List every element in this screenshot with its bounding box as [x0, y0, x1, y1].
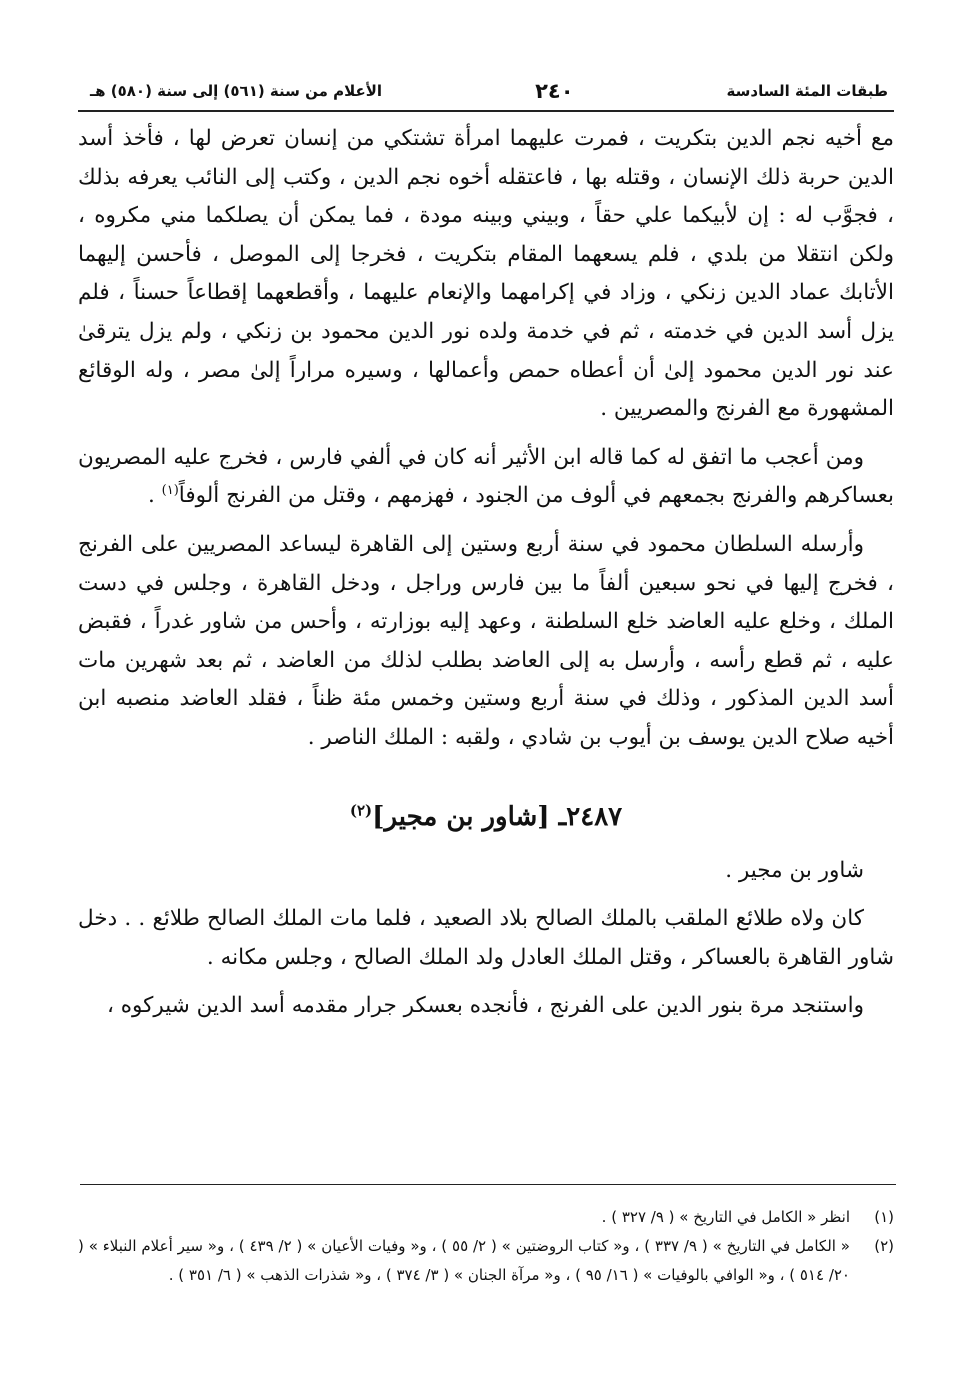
footnote-text: انظر « الكامل في التاريخ » ( ٩/ ٣٢٧ ) . — [601, 1208, 850, 1226]
footnote-ref-2[interactable]: (٢) — [349, 800, 373, 819]
footnote-text: « الكامل في التاريخ » ( ٩/ ٣٣٧ ) ، و« كتاب الروضتين » ( ٢/ ٥٥ ) ، و« وفيات الأعيان » ( ٢/ ٤٣٩ ) ، و« سير أعلام النبلاء » ( ٢٠/ ٥١٤ ) ، و« الوافي بالوفيات » ( ١٦/ ٩٥ ) ، و« مرآة الجنان » ( ٣/ ٣٧٤ ) ، و« شذرات الذهب » ( ٦/ ٣٥١ ) . — [78, 1237, 850, 1284]
paragraph-ibn-athir — [78, 439, 894, 516]
book-title: طبقات المئة السادسة — [726, 82, 888, 100]
section-range: الأعلام من سنة (٥٦١) إلى سنة (٥٨٠) هـ — [90, 82, 383, 100]
footnote-ref-1[interactable]: (١) — [161, 483, 179, 499]
footnote-divider — [80, 1184, 896, 1185]
paragraph-end: . — [147, 483, 162, 509]
paragraph-text: ومن أعجب ما اتفق له كما قاله ابن الأثير أنه كان في ألفي فارس ، فخرج عليه المصريون بعساكرهم والفرنج بجمعهم في ألوف من الجنود ، فهزمهم ، وقتل من الفرنج ألوفاً — [78, 444, 894, 509]
entry-heading — [78, 802, 894, 832]
footnote-item — [78, 1232, 894, 1290]
paragraph-continuation: مع أخيه نجم الدين بتكريت ، فمرت عليهما امرأة تشتكي من إنسان تعرض لها ، فأخذ أسد الدين حربة ذلك الإنسان ، وقتله بها ، فاعتقله أخوه نجم الدين ، وكتب إلى النائب يعرفه بذلك ، فجوَّب له : إن لأبيكما علي حقاً ، وبيني وبينه مودة ، فما يمكن أن يصلكما مني مكروه ، ولكن انتقلا من بلدي ، فلم يسعهما المقام بتكريت ، فخرجا إلى الموصل ، فأحسن إليهما الأتابك عماد الدين زنكي ، وزاد في إكرامهما والإنعام عليهما ، وأقطعهما إقطاعاً حسناً ، فلم يزل أسد الدين في خدمته ، ثم في خدمة ولده نور الدين محمود بن زنكي ، ولم يزل يترقىٰ عند نور الدين محمود إلىٰ أن أعطاه حمص وأعمالها ، وسيره مراراً إلىٰ مصر ، وله الوقائع المشهورة مع الفرنج والمصريين . — [78, 126, 894, 422]
entry-title: ٢٤٨٧ـ [شاور بن مجير] — [372, 801, 623, 832]
main-text — [78, 120, 894, 1026]
footnote-item — [78, 1203, 894, 1232]
entry-paragraph: كان ولاه طلائع الملقب بالملك الصالح بلاد الصعيد ، فلما مات الملك الصالح طلائع . . دخل شاور القاهرة بالعساكر ، وقتل الملك العادل ولد الملك الصالح ، وجلس مكانه . — [78, 906, 894, 970]
running-header — [90, 74, 888, 108]
footnote-number: (٢) — [874, 1237, 894, 1255]
entry-name-line: شاور بن مجير . — [725, 857, 864, 883]
entry-paragraph: واستنجد مرة بنور الدين على الفرنج ، فأنجده بعسكر جرار مقدمه أسد الدين شيركوه ، — [107, 993, 864, 1019]
footnote-number: (١) — [874, 1208, 894, 1226]
paragraph-cairo: وأرسله السلطان محمود في سنة أربع وستين إلى القاهرة ليساعد المصريين على الفرنج ، فخرج إليها في نحو سبعين ألفاً ما بين فارس وراجل ، ودخل القاهرة ، وجلس في دست الملك ، وخلع عليه العاضد خلع السلطنة ، وعهد إليه بوزارته ، وأحس من شاور غدراً ، فقبض عليه ، ثم قطع رأسه ، وأرسل به إلى العاضد بطلب لذلك من العاضد ، ثم بعد شهرين مات أسد الدين المذكور ، وذلك في سنة أربع وستين وخمس مئة ظناً ، فقلد العاضد منصبه ابن أخيه صلاح الدين يوسف بن أيوب بن شادي ، ولقبه : الملك الناصر . — [78, 531, 894, 750]
footnotes — [78, 1203, 894, 1290]
page-number: ٢٤٠ — [535, 79, 574, 103]
header-divider — [78, 110, 894, 112]
